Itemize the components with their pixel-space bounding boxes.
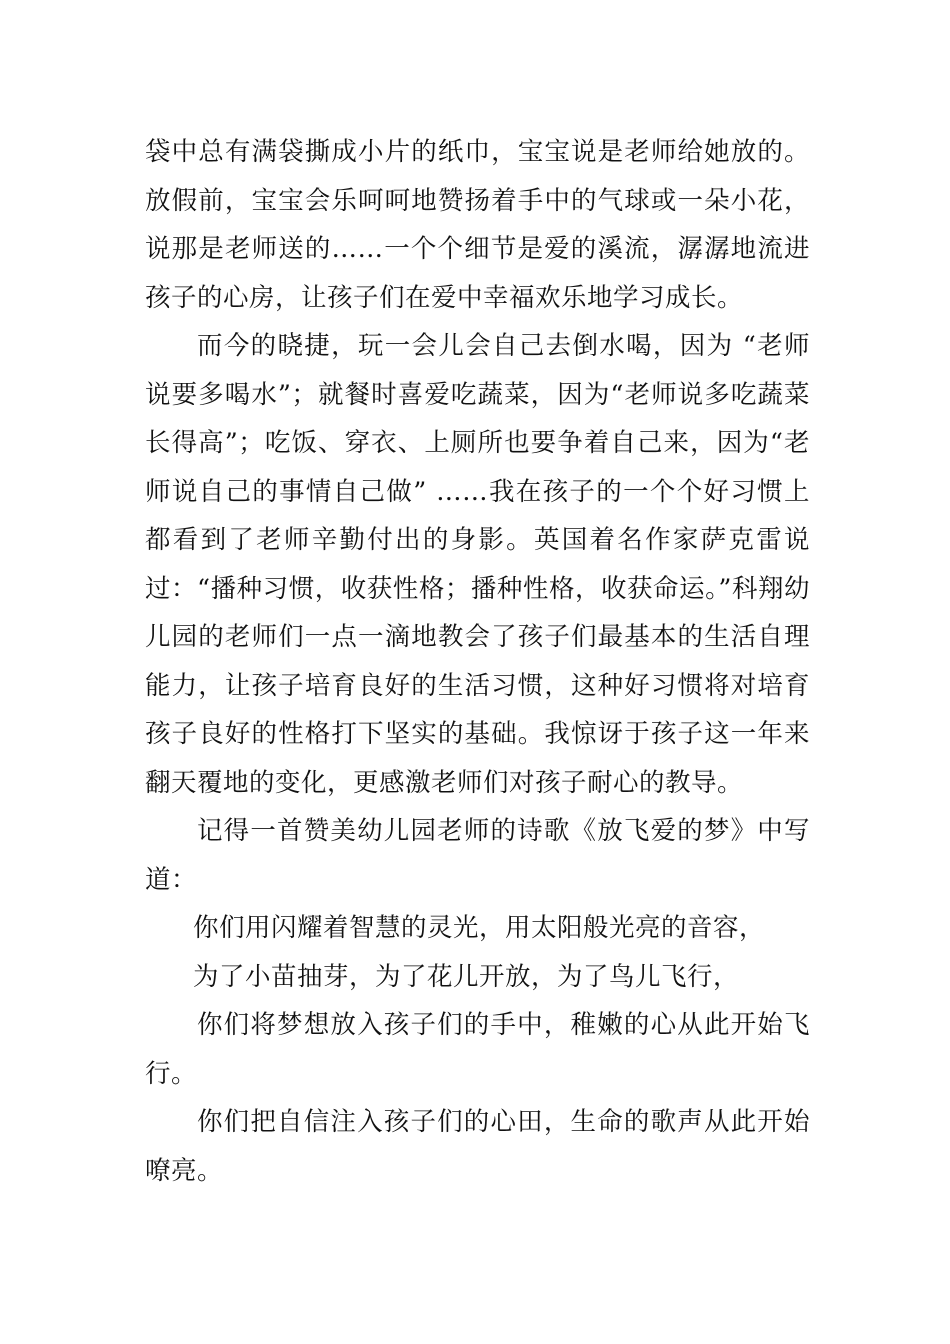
poem-line-4: 你们把自信注入孩子们的心田，生命的歌声从此开始嘹亮。 [145, 1107, 810, 1186]
document-body [145, 128, 810, 1195]
paragraph-3: 记得一首赞美幼儿园老师的诗歌《放飞爱的梦》中写道： [145, 816, 810, 895]
poem-line-3: 你们将梦想放入孩子们的手中，稚嫩的心从此开始飞行。 [145, 1010, 810, 1089]
poem-line-2: 为了小苗抽芽，为了花儿开放，为了鸟儿飞行， [193, 961, 740, 992]
paragraph-1: 袋中总有满袋撕成小片的纸巾，宝宝说是老师给她放的。放假前，宝宝会乐呵呵地赞扬着手中的气球或一朵小花，说那是老师送的……一个个细节是爱的溪流，潺潺地流进孩子的心房，让孩子们在爱中幸福欢乐地学习成长。 [145, 137, 810, 313]
paragraph-2: 而今的晓捷，玩一会儿会自己去倒水喝，因为 “老师说要多喝水”；就餐时喜爱吃蔬菜，因为“老师说多吃蔬菜长得高”；吃饭、穿衣、上厕所也要争着自己来，因为“老师说自己的事情自己做” ……我在孩子的一个个好习惯上都看到了老师辛勤付出的身影。英国着名作家萨克雷说过：“播种习惯，收获性格；播种性格，收获命运。”科翔幼儿园的老师们一点一滴地教会了孩子们最基本的生活自理能力，让孩子培育良好的生活习惯，这种好习惯将对培育孩子良好的性格打下坚实的基础。我惊讶于孩子这一年来翻天覆地的变化，更感激老师们对孩子耐心的教导。 [145, 331, 810, 798]
poem-line-1: 你们用闪耀着智慧的灵光，用太阳般光亮的音容， [193, 913, 766, 943]
